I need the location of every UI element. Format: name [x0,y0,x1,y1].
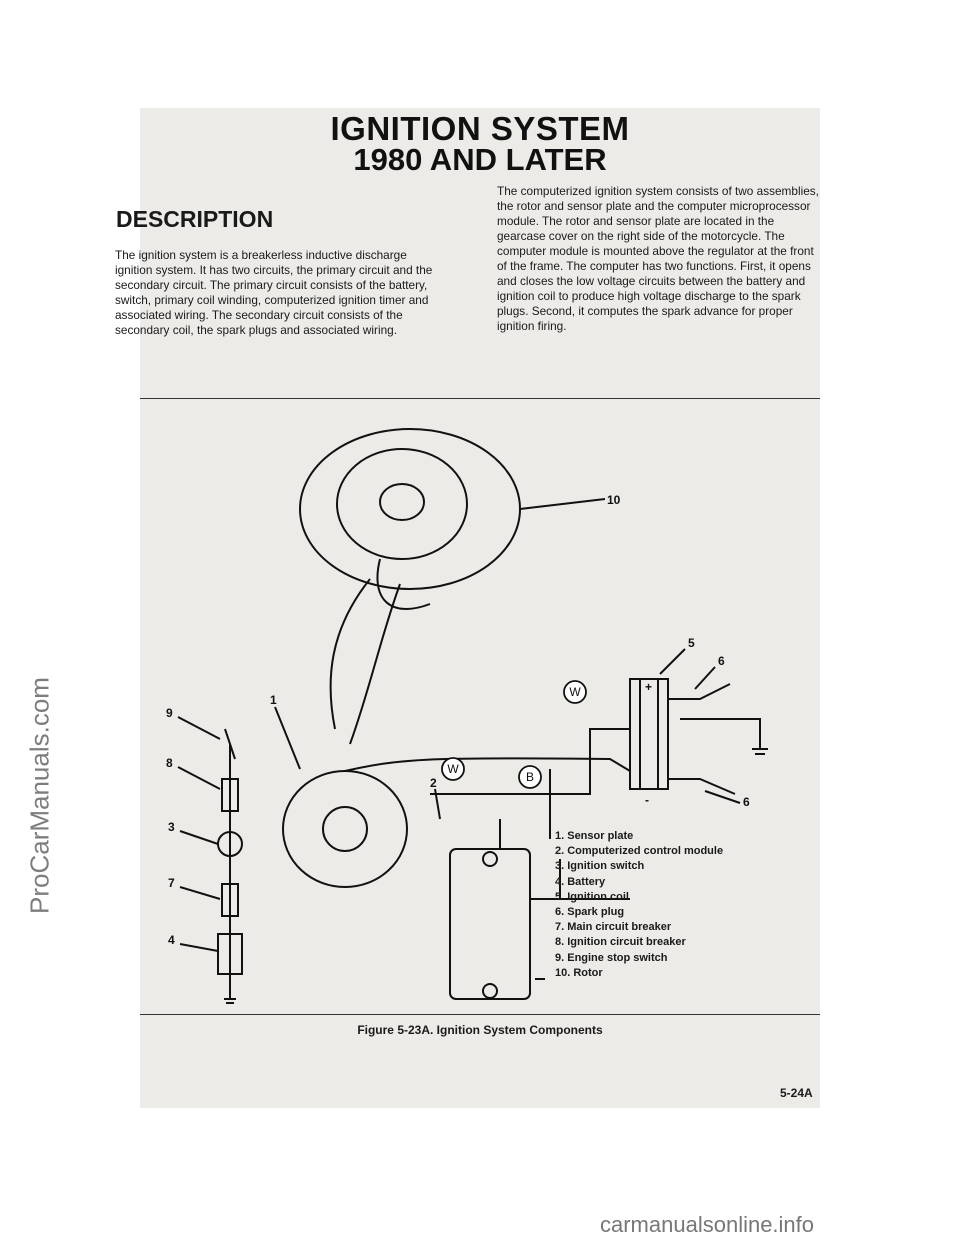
coil-minus-sign: - [645,793,649,807]
callout-7: 7 [168,876,175,890]
page-title-line1: IGNITION SYSTEM [330,110,630,147]
legend-item: 9. Engine stop switch [555,951,668,964]
wire-label-w2: W [569,685,581,699]
coil-plus-sign: + [645,680,653,694]
callout-4: 4 [168,933,175,947]
callout-2: 2 [430,776,437,790]
section-heading: DESCRIPTION [116,206,274,232]
ignition-diagram [140,398,820,1015]
page-title-line2: 1980 AND LATER [353,142,607,177]
callout-5: 5 [688,636,695,650]
rotor-outer [300,429,520,589]
callout-6b: 6 [743,795,750,809]
ignition-coil-body [630,679,668,789]
callout-1: 1 [270,693,277,707]
legend-item: 7. Main circuit breaker [555,921,672,934]
legend-item: 8. Ignition circuit breaker [555,936,686,949]
rotor-inner [337,449,467,559]
manual-page [115,108,820,1108]
side-watermark [0,0,70,1242]
legend-item: 5. Ignition coil [555,890,629,903]
rotor-edge [377,559,430,609]
figure-caption: Figure 5-23A. Ignition System Components [357,1023,603,1037]
page-number: 5-24A [780,1086,813,1100]
sensor-plate [283,771,407,887]
callout-10: 10 [607,493,621,507]
callout-9: 9 [166,706,173,720]
control-module-body [450,849,530,999]
legend-item: 10. Rotor [555,966,603,979]
legend-item: 4. Battery [555,875,606,888]
figure-legend [555,829,723,981]
wire-label-b: B [525,770,535,784]
footer-watermark: carmanualsonline.info [600,1212,815,1237]
legend-item: 1. Sensor plate [555,830,634,842]
callout-8: 8 [166,756,173,770]
right-column-text: The computerized ignition system consists of two assemblies, the rotor and sensor plate and the computer microprocessor module. The rotor and sensor plate are located in the gearcase cover on the right side of the motorcycle. The computer module is mounted above the regulator at the front of the frame. The computer has two functions. First, it opens and closes the low voltage circuits between the battery and ignition coil to produce high voltage discharge to the spark plugs. Second, it computes the spark advance for proper ignition firing. [497,184,819,333]
rotor-hub [380,484,424,520]
callout-3: 3 [168,820,175,834]
side-watermark-text: ProCarManuals.com [24,677,55,914]
callout-6a: 6 [718,654,725,668]
legend-item: 3. Ignition switch [555,860,645,873]
wire-label-w1: W [447,762,459,776]
legend-item: 6. Spark plug [555,906,625,919]
left-column-text: The ignition system is a breakerless inductive discharge ignition system. It has two circuits, the primary circuit and the secondary circuit. The primary circuit consists of the battery, switch, primary coil winding, computerized ignition timer and associated wiring. The secondary circuit consists of the secondary coil, the spark plugs and associated wiring. [115,248,433,337]
legend-item: 2. Computerized control module [555,845,724,858]
